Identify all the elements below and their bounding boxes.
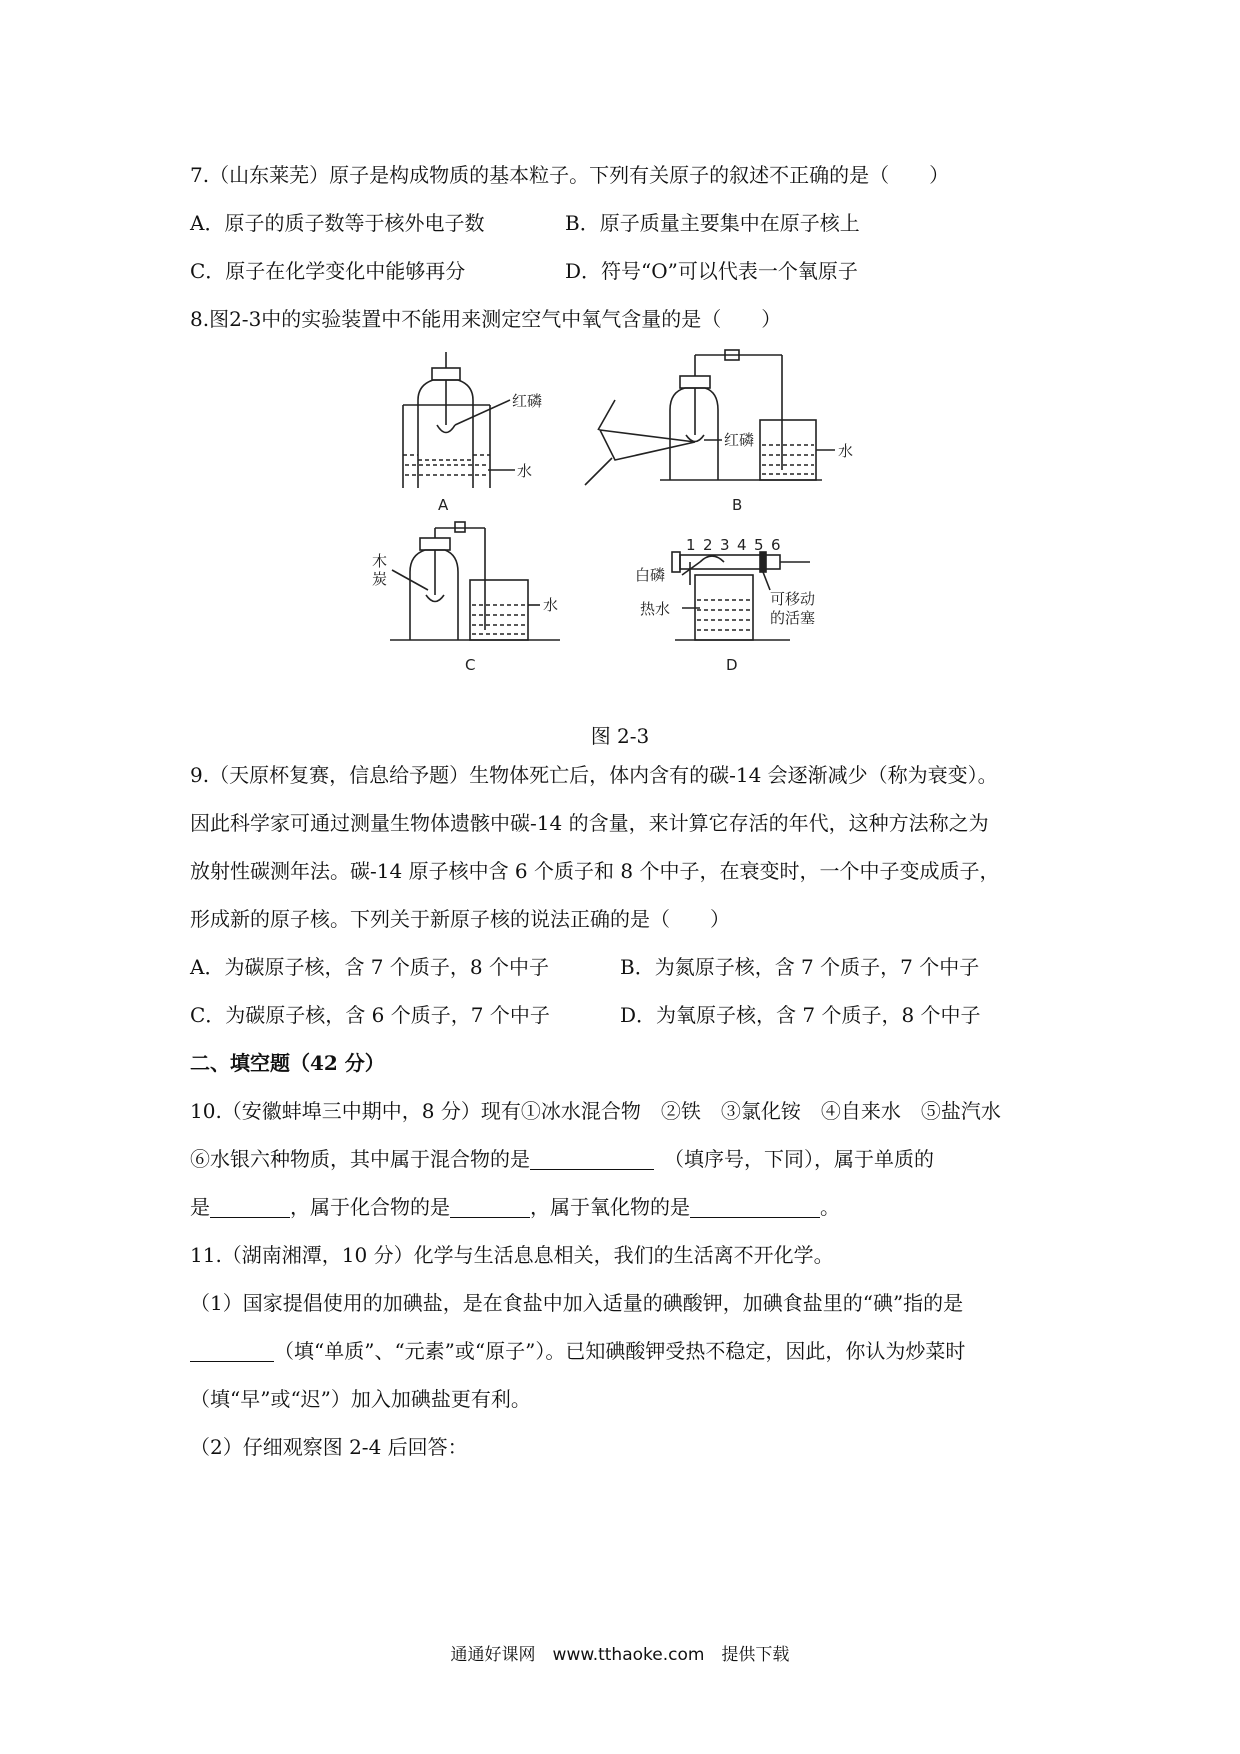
label-apparatus-a: A — [438, 496, 449, 514]
figure-2-3 — [0, 350, 1240, 690]
q11-line-3 — [190, 1336, 965, 1366]
d-scale-number: 4 — [737, 536, 747, 554]
apparatus-c — [390, 522, 560, 640]
label-b-water: 水 — [838, 442, 854, 460]
q9-line-4: 形成新的原子核。下列关于新原子核的说法正确的是（ ） — [190, 907, 730, 931]
q10-blank-elements[interactable] — [210, 1195, 290, 1218]
q9-option-b: B．为氮原子核，含 7 个质子，7 个中子 — [620, 955, 980, 979]
q8-stem: 8.图2-3中的实验装置中不能用来测定空气中氧气含量的是（ ） — [190, 307, 782, 331]
figure-drawing — [0, 350, 1240, 690]
apparatus-a — [403, 352, 515, 488]
label-c-water: 水 — [543, 596, 559, 614]
label-a-red-phosphorus: 红磷 — [512, 392, 543, 410]
q7-option-c: C．原子在化学变化中能够再分 — [190, 259, 466, 283]
q10-line-3-text-d: 。 — [820, 1195, 840, 1219]
apparatus-b — [585, 350, 835, 485]
q10-line-3-text-c: ，属于氧化物的是 — [530, 1195, 690, 1219]
q10-line-3 — [190, 1192, 840, 1222]
q11-line-3-text: （填“单质”、“元素”或“原子”）。已知碘酸钾受热不稳定，因此，你认为炒菜时 — [274, 1339, 966, 1363]
q9-option-a: A．为碳原子核，含 7 个质子，8 个中子 — [190, 955, 549, 979]
q10-blank-compounds[interactable] — [450, 1195, 530, 1218]
q9-option-c: C．为碳原子核，含 6 个质子，7 个中子 — [190, 1003, 550, 1027]
q10-line-2 — [190, 1144, 934, 1174]
page-footer: 通通好课网 www.tthaoke.com 提供下载 — [450, 1645, 790, 1665]
label-b-red-phosphorus: 红磷 — [724, 431, 755, 449]
label-apparatus-b: B — [732, 496, 743, 514]
q7-option-a: A．原子的质子数等于核外电子数 — [190, 211, 485, 235]
label-d-hot-water: 热水 — [640, 600, 671, 618]
q9-line-3: 放射性碳测年法。碳-14 原子核中含 6 个质子和 8 个中子，在衰变时，一个中子变成质子， — [190, 859, 1000, 883]
figure-caption: 图 2-3 — [590, 724, 650, 748]
label-d-piston-2: 的活塞 — [770, 609, 816, 627]
q9-line-2: 因此科学家可通过测量生物体遗骸中碳-14 的含量，来计算它存活的年代，这种方法称之为 — [190, 811, 989, 835]
label-apparatus-c: C — [465, 656, 476, 674]
q11-blank-iodine-form[interactable] — [190, 1339, 274, 1362]
label-apparatus-d: D — [726, 656, 738, 674]
q11-line-5: （2）仔细观察图 2-4 后回答： — [190, 1435, 468, 1459]
d-scale-number: 3 — [720, 536, 730, 554]
q10-line-2-text-a: ⑥水银六种物质，其中属于混合物的是 — [190, 1147, 530, 1171]
q11-line-4: （填“早”或“迟”）加入加碘盐更有利。 — [190, 1387, 531, 1411]
q9-line-1: 9.（天原杯复赛，信息给予题）生物体死亡后，体内含有的碳-14 会逐渐减少（称为衰变）。 — [190, 763, 998, 787]
q9-option-d: D．为氧原子核，含 7 个质子，8 个中子 — [620, 1003, 981, 1027]
q7-option-b: B．原子质量主要集中在原子核上 — [565, 211, 860, 235]
q10-line-1: 10.（安徽蚌埠三中期中，8 分）现有①冰水混合物 ②铁 ③氯化铵 ④自来水 ⑤盐汽水 — [190, 1099, 1001, 1123]
q10-blank-oxides[interactable] — [690, 1195, 820, 1218]
q10-line-2-text-b: （填序号，下同），属于单质的 — [674, 1147, 934, 1171]
q11-line-1: 11.（湖南湘潭，10 分）化学与生活息息相关，我们的生活离不开化学。 — [190, 1243, 834, 1267]
q10-line-3-text-a: 是 — [190, 1195, 210, 1219]
label-c-charcoal-2: 炭 — [372, 570, 388, 588]
label-a-water: 水 — [517, 462, 533, 480]
d-scale-number: 6 — [771, 536, 781, 554]
section-2-title: 二、填空题（42 分） — [190, 1051, 385, 1075]
q10-line-3-text-b: ，属于化合物的是 — [290, 1195, 450, 1219]
label-c-charcoal-1: 木 — [372, 552, 388, 570]
label-d-piston-1: 可移动 — [770, 590, 816, 608]
d-scale-number: 5 — [754, 536, 764, 554]
q7-option-d: D．符号“O”可以代表一个氧原子 — [565, 259, 858, 283]
label-d-white-phosphorus: 白磷 — [635, 566, 666, 584]
q10-blank-mixtures[interactable] — [530, 1147, 654, 1170]
d-scale-number: 1 — [686, 536, 696, 554]
q11-line-2: （1）国家提倡使用的加碘盐，是在食盐中加入适量的碘酸钾，加碘食盐里的“碘”指的是 — [190, 1291, 964, 1315]
d-scale-number: 2 — [703, 536, 713, 554]
q7-stem: 7.（山东莱芜）原子是构成物质的基本粒子。下列有关原子的叙述不正确的是（ ） — [190, 163, 950, 187]
